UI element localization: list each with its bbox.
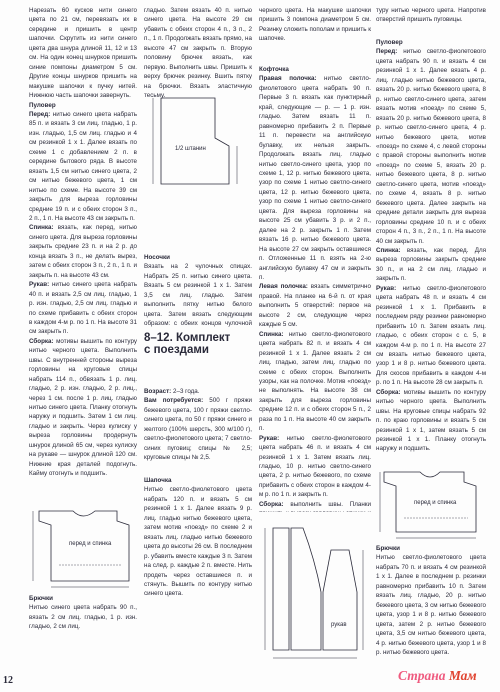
socks-heading: Носочки bbox=[144, 254, 170, 261]
column-1-text bbox=[29, 6, 137, 498]
jacket-section bbox=[259, 65, 371, 512]
hat-paragraph: Нитью светло-фиолетового цвета набрать 120 п. и вязать 5 см резинкой 1 х 1. Далее вязать 9 р. лиц. гладью нитью бежевого цвета, затем мотив «поезд» по схеме 2 и вязать лиц. гладью нитью бежевого цвета до высоты 26 см. В последнем р. убавить вместе каждые 3 п. Затем на след. р. каждые 2 п. вместе. Нить продеть через оставшиеся п. и стянуть. Вышить по контуру нитью синего цвета. bbox=[144, 486, 252, 598]
trousers-2-heading: Брючки bbox=[376, 545, 401, 552]
trousers-heading: Брючки bbox=[29, 595, 54, 602]
materials-line: Вам потребуется: 500 г пряжи бежевого цвета, 100 г пряжи светло-синего цвета, по 50 г пряжи синего и желтого (100% шерсть, 300 м/100 г), светло-фиолетового цвета; 7 светло-синих пуговиц; спицы № 2,5; круговые спицы № 2,5. bbox=[144, 397, 252, 461]
trousers-section-2 bbox=[376, 544, 486, 669]
socks-paragraph: Вязать на 2 чулочных спицах. Набрать 25 п. нитью синего цвета. Вязать 5 см резинкой 1 х 1. Затем 3,5 см лиц. гладью. Затем выполнить пятку нитью белого цвета. Затем вязать следующим образом: с обеих концов чулочной bbox=[144, 263, 252, 328]
pullover-2-sleeve-paragraph: Рукав: нитью светло-фиолетового цвета набрать 48 п. и вязать 4 см резинкой 1 х 1. Прибавить в последнем ряду резинки равномерно прибавить 10 п. Затем вязать лиц. гладью, с обеих сторон с с. 5, в каждом 4-м р. по 1 п. На высоте 27 см вязать нитью бежевого цвета, узор 1 и 8 р. нитью бежевого цвета. Для скосов прибавить в каждом 4-м р. по 1 п. На высоте 28 см закрыть п. bbox=[376, 284, 486, 387]
column-3-top bbox=[259, 6, 371, 53]
trousers-continued: гладью. Затем вязать 40 п. нитью синего цвета. На высоте 29 см убавить с обеих сторон 4 п., 3 п., 2 п., 1 п. Продолжать вязать прямо, на высоте 47 см закрыть п. Вторую половину брючек вязать, как первую. Выполнить швы. Пришить к верху брючек резинку. Вшить пятку на брючки. Вязать эластичную тесьму. bbox=[144, 7, 252, 100]
trousers-paragraph: Нитью синего цвета набрать 90 п., вязать 2 см лиц. гладью, 1 р. изн. гладью, 2 см лиц. bbox=[29, 604, 137, 631]
socks-section bbox=[144, 253, 252, 329]
logo-word-1: Страна bbox=[398, 668, 446, 683]
pullover-2-front-paragraph: Перед: нитью светло-фиолетового цвета набрать 90 п. и вязать 4 см резинкой 1 х 1. Далее вязать 4 р. лиц. гладью нитью бежевого цвета, вязать 20 р. нитью бежевого цвета, 8 р. нитью светло-синего цвета, затем вязать мотив «поезд» по схеме 5, вязать 20 р. нитью бежевого цвета, 8 р. нитью светло-синего цвета, 4 р. нитью бежевого цвета, мотив «поезд» по схеме 4, с левой стороны с правой стороны выполнить мотив «поезд» по схеме 5, вязать 20 р. нитью бежевого цвета, 8 р. нитью светло-синего цвета, мотив «поезд» по схеме 4, вязать 8 р. нитью бежевого цвета. Далее закрыть на средние детали закрыть для выреза горловины средние 10 п. и с обеих сторон 4 п., 3 п., 2 п., 1 п. На высоте 40 см закрыть п. bbox=[376, 48, 486, 245]
hat-finish-paragraph: Нарезать 60 кусков нити синего цвета по 21 см, перевязать их в середине и пришить в центр шапочки. Скрутить из нити синего цвета два шнура длиной 11, 12 и 13 см. На один конец шнурков пришить синие помпоны диаметром 5 см. Другие концы шнурков пришить на макушке шапочки к пучку нитей. Нижнюю часть шапочки завернуть. bbox=[29, 7, 137, 100]
left-front-paragraph: Левая полочка: вязать симметрично правой. На планке на 6-й п. от края выполнить 5 отверстий: первое на высоте 2 см, следующие через каждые 5 см. bbox=[259, 283, 371, 329]
column-4-top bbox=[376, 6, 486, 34]
trousers-2-paragraph: Нитью светло-фиолетового цвета набрать 70 п. и вязать 4 см резинкой 1 х 1. Далее в последнем р. резинки равномерно прибавить 10 п. Затем вязать лиц. гладью, 20 р. нитью бежевого цвета, 3 см нитью бежевого цвета, узор 1 и 8 р. нитью бежевого цвета, затем 2 р. нитью бежевого цвета, 3,5 см нитью бежевого цвета, 4 р. нитью бежевого цвета, узор 1 и 8 р. нитью бежевого цвета. bbox=[376, 554, 486, 656]
pullover-2-back-paragraph: Спинка: вязать, как перед. Для выреза горловины закрыть средние 30 п., и на 2 см лиц. гладью и закрыть п. bbox=[376, 246, 486, 283]
front-back-schematic-1 bbox=[29, 503, 139, 591]
hat-heading: Шапочка bbox=[144, 477, 172, 484]
pullover-2-heading: Пуловер bbox=[376, 39, 403, 46]
hat-finish-continued: черного цвета. На макушке шапочки пришить 3 помпона диаметром 5 см. Резинку сложить пополам и пришить к шапочке. bbox=[259, 7, 371, 43]
schematic-label: перед и спинка bbox=[69, 541, 112, 547]
jacket-finish-continued: туру нитью черного цвета. Напротив отверстий пришить пуговицы. bbox=[376, 7, 486, 24]
logo-word-2: Мам bbox=[448, 668, 477, 683]
materials-section bbox=[144, 387, 252, 461]
project-title-line-2: с поездами bbox=[144, 344, 209, 356]
schematic-label: 1/2 штанин bbox=[175, 146, 206, 152]
trousers-section-1 bbox=[29, 594, 137, 674]
sleeve-paragraph: Рукав: нитью синего цвета набрать 40 п. и вязать 2,5 см лиц. гладью, 1 р. изн. гладью, 2,5 см лиц. гладью и по схеме прибавить с обеих сторон в каждом 4-м р. по 1 п. На высоте 31 см закрыть п. bbox=[29, 281, 137, 336]
schematic-label: рукав bbox=[331, 622, 347, 628]
back-paragraph: Спинка: вязать, как перед, нитью синего цвета. Для выреза горловины закрыть средние 23 п. и на 2 р. до конца вязать 3 п., не делать вырез, затем с обеих сторон 3 п., 2 п., 1 п. и закрыть п. на высоте 43 см. bbox=[29, 224, 137, 279]
jacket-back-paragraph: Спинка: нитью светло-фиолетового цвета набрать 82 п. и вязать 4 см резинкой 1 х 1. Далее вязать 2 см лиц. гладью, затем лиц. гладью по схеме с обеих сторон. Выполнить узоры, как на полочке. Мотив «поезд» не выполнять. На высоте 38 см закрыть для выреза горловины средние 12 п. и с обеих сторон 5 п., 2 раза по 1 п. На высоте 40 см закрыть п. bbox=[259, 330, 371, 433]
assembly-paragraph: Сборка: мотивы вышить по контуру нитью черного цвета. Выполнить швы. С внутренней стороны выреза горловины на круговые спицы набрать 114 п., обвязать 1 р. лиц. гладью, 2 р. изн. гладью, 2 р. лиц., через 1 см. после 1 р. лиц. гладью нитью синего цвета. Планку отогнуть наружу и подшить. Затем 1 см лиц. гладью и закрыть. Через кулиску у выреза горловины продернуть шнурок длиной 65 см, через кулиску на рукаве — шнурок длиной 120 см. Нижние края деталей подогнуть. Кайму отогнуть и подшить. bbox=[29, 337, 137, 478]
hat-section bbox=[144, 476, 252, 684]
jacket-heading: Кофточка bbox=[259, 66, 289, 73]
front-paragraph: Перед: нитью синего цвета набрать 85 п. и вязать 3 см лиц. гладью, 1 р. изн. гладью, 1,5 см лиц. гладью и 4 см резинкой 1 х 1. Далее вязать по схеме 1 с добавлением 2 п. в середине бытового ряда. В высоте вязать 1,5 см нитью синего цвета, 2 см нитью бежевого цвета, 1 см нитью по схеме. На высоте 39 см закрыть для выреза горловины средние 19 п. и с обеих сторон 3 п., 2 п., 1 п. На высоте 43 см закрыть п. bbox=[29, 110, 137, 222]
pullover-2-assembly-paragraph: Сборка: мотивы вышить по контуру нитью черного цвета. Выполнить швы. На круговые спицы набрать 92 п. по краю горловины и вязать 5 см резинкой 1 х 1, затем вязать 5 см резинкой 1 х 1. Планку отогнуть наружу и подшить. bbox=[376, 388, 486, 453]
jacket-schematic bbox=[259, 520, 374, 670]
site-logo[interactable] bbox=[398, 668, 477, 684]
pullover-heading: Пуловер bbox=[29, 101, 56, 109]
right-front-paragraph: Правая полочка: нитью светло-фиолетового цвета набрать 90 п. Первые 3 п. вязать как пунктирный край, следующие — р. — 1 р. изн. гладью. Затем вязать 11 п. равномерно прибавить 2 п. Первые 11 п. перевести на английскую булавку, их нельзя закрыть. Продолжать вязать лиц. гладью нитью светло-синего цвета, узор по схеме 1, 12 р. нитью бежевого цвета, узор по схеме 1 нитью светло-синего цвета, 12 р. нитью бежевого цвета, узор по схеме 1 нитью светло-синего цвета. Для выреза горловины на высоте 25 см убавить 3 р. и 2 п., далее на 2 р. закрыть 1 п. Затем вязать 16 р. нитью бежевого цвета. На высоте 27 см закрыть оставшиеся п. Отложенные 11 п. взять на 2-ю английскую булавку 47 см и закрыть п. bbox=[259, 75, 371, 281]
schematic-label: перед и спинка bbox=[414, 500, 457, 506]
age-line: Возраст: 2–3 года. bbox=[144, 388, 200, 395]
trousers-half-schematic bbox=[145, 92, 255, 192]
page-number: 12 bbox=[3, 675, 13, 686]
project-title bbox=[144, 332, 254, 356]
jacket-sleeve-paragraph: Рукав: нитью светло-фиолетового цвета набрать 46 п. и вязать 4 см резинкой 1 х 1. Затем вязать лиц. гладью, 10 р. нитью светло-синего цвета, 2 р. нитью бежевого, по схеме прибавить с обеих сторон в каждом 4-м р. по 1 п. и закрыть п. bbox=[259, 434, 371, 499]
pullover-2-section bbox=[376, 38, 486, 463]
jacket-assembly-paragraph: Сборка: выполнить швы. Планки bbox=[259, 500, 371, 508]
front-back-schematic-2 bbox=[378, 462, 486, 542]
project-title-line-1: 8–12. Комплект bbox=[144, 332, 231, 344]
